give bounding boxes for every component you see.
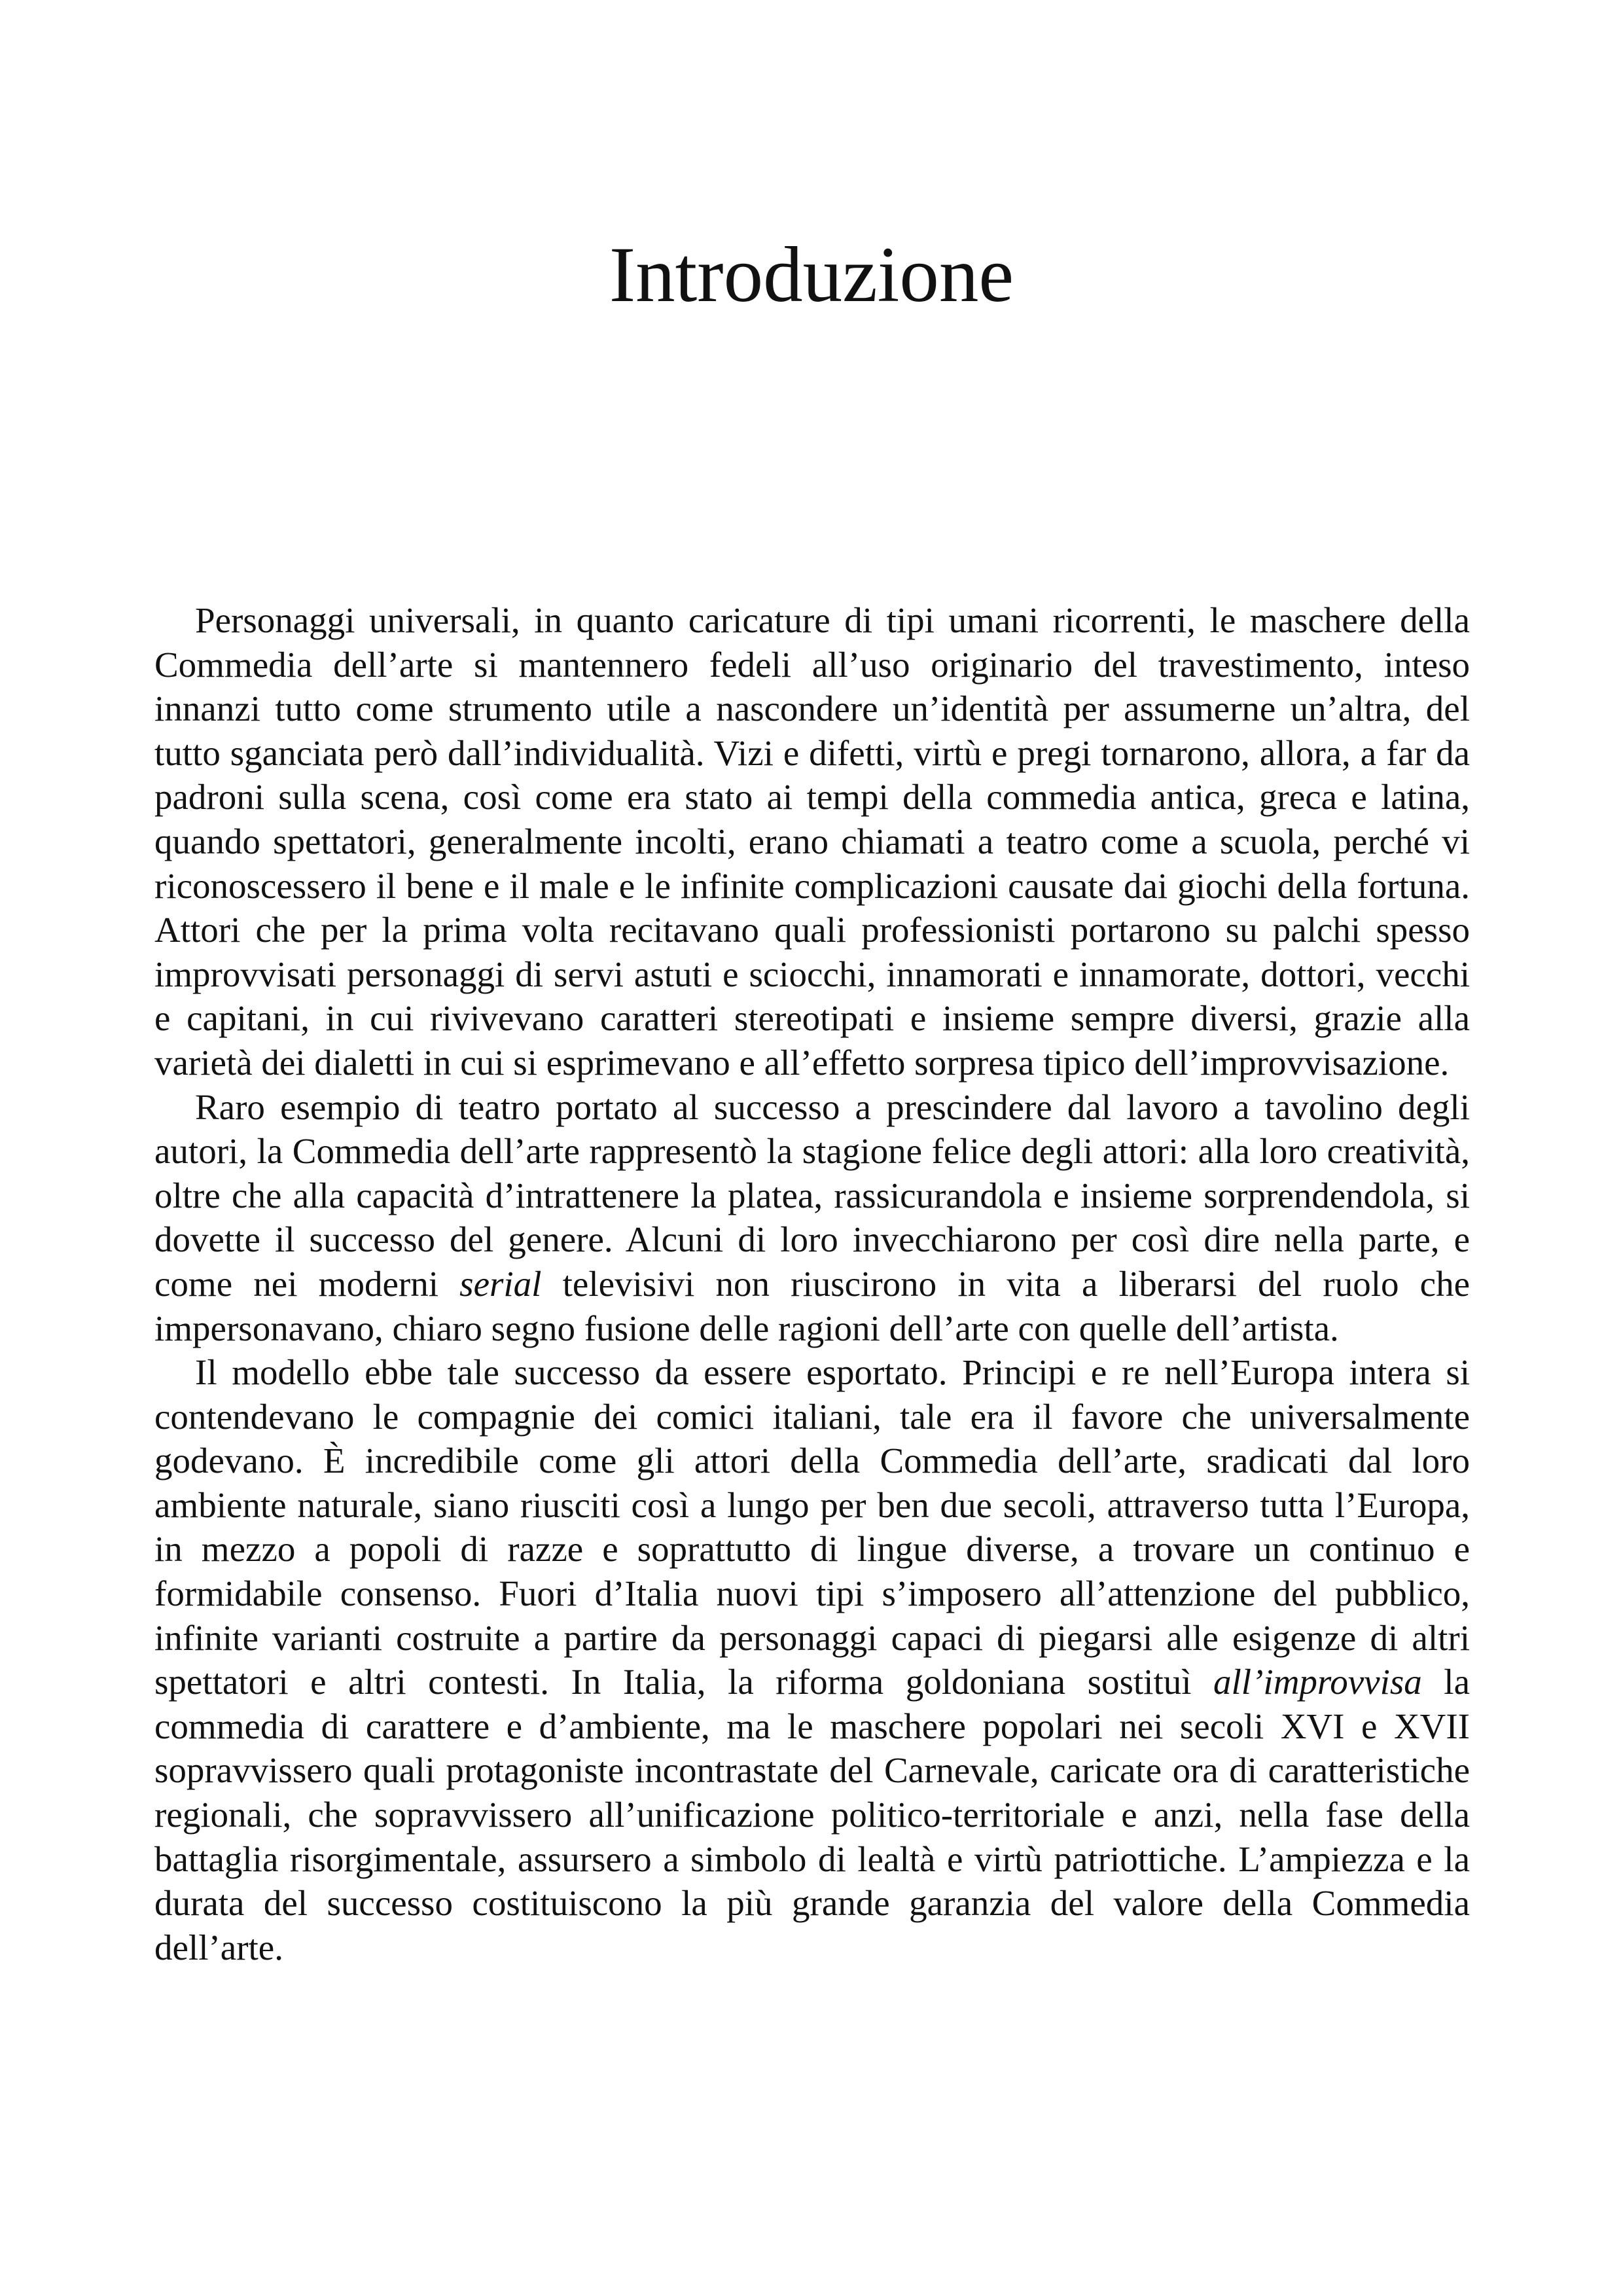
text-run: Il modello ebbe tale successo da essere esportato. Principi e re nell’Europa intera si contendevano le compagnie dei comici italiani, tale era il favore che universalmente godevano. È incredibile come gli attori della Commedia dell’arte, sradicati dal loro ambiente naturale, siano riusciti così a lungo per ben due secoli, attraverso tutta l’Europa, in mezzo a popoli di razze e soprattutto di lingue diverse, a trovare un continuo e formidabile consenso. Fuori d’Italia nuovi tipi s’imposero all’attenzione del pubblico, infinite varianti costruite a partire da personaggi capaci di piegarsi alle esigenze di altri spettatori e altri contesti. In Italia, la riforma goldoniana sostituì [154,1352,1470,1702]
chapter-title: Introduzione [609,231,1014,319]
text-run: Personaggi universali, in quanto caricature di tipi umani ricorrenti, le maschere della Commedia dell’arte si mantennero fedeli all’uso originario del travestimento, inteso innanzi tutto come strumento utile a nascondere un’identità per assumerne un’altra, del tutto sganciata però dall’individualità. Vizi e difetti, virtù e pregi tornarono, allora, a far da padroni sulla scena, così come era stato ai tempi della commedia antica, greca e latina, quando spettatori, generalmente incolti, erano chiamati a teatro come a scuola, perché vi riconoscessero il bene e il male e le infinite complicazioni causate dai giochi della fortuna. Attori che per la prima volta recitavano quali professionisti portarono su palchi spesso improvvisati personaggi di servi astuti e sciocchi, innamorati e innamorate, dottori, vecchi e capitani, in cui rivivevano caratteri stereotipati e insieme sempre diversi, grazie alla varietà dei dialetti in cui si esprimevano e all’effetto sorpresa tipico dell’improvvisazione. [154,600,1470,1083]
body-text [154,598,1470,1969]
text-run: la commedia di carattere e d’ambiente, ma le maschere popolari nei secoli XVI e XVII sopravvissero quali protagoniste incontrastate del Carnevale, caricate ora di caratteristiche regionali, che sopravvissero all’unificazione politico-territoriale e anzi, nella fase della battaglia risorgimentale, assursero a simbolo di lealtà e virtù patriottiche. L’ampiezza e la durata del successo costituiscono la più grande garanzia del valore della Commedia dell’arte. [154,1662,1470,1967]
paragraph [154,1085,1470,1351]
italic-term: all’improvvisa [1213,1662,1422,1702]
text-run: Raro esempio di teatro portato al successo a prescindere dal lavoro a tavolino degli autori, la Commedia dell’arte rappresentò la stagione felice degli attori: alla loro creatività, oltre che alla capacità d’intrattenere la platea, rassicurandola e insieme sorprendendola, si dovette il successo del genere. Alcuni di loro invecchiarono per così dire nella parte, e come nei moderni [154,1086,1470,1304]
paragraph [154,598,1470,1085]
italic-term: serial [459,1263,542,1304]
paragraph [154,1350,1470,1969]
text-run: televisivi non riuscirono in vita a liberarsi del ruolo che impersonavano, chiaro segno fusione delle ragioni dell’arte con quelle dell’artista. [154,1263,1470,1348]
